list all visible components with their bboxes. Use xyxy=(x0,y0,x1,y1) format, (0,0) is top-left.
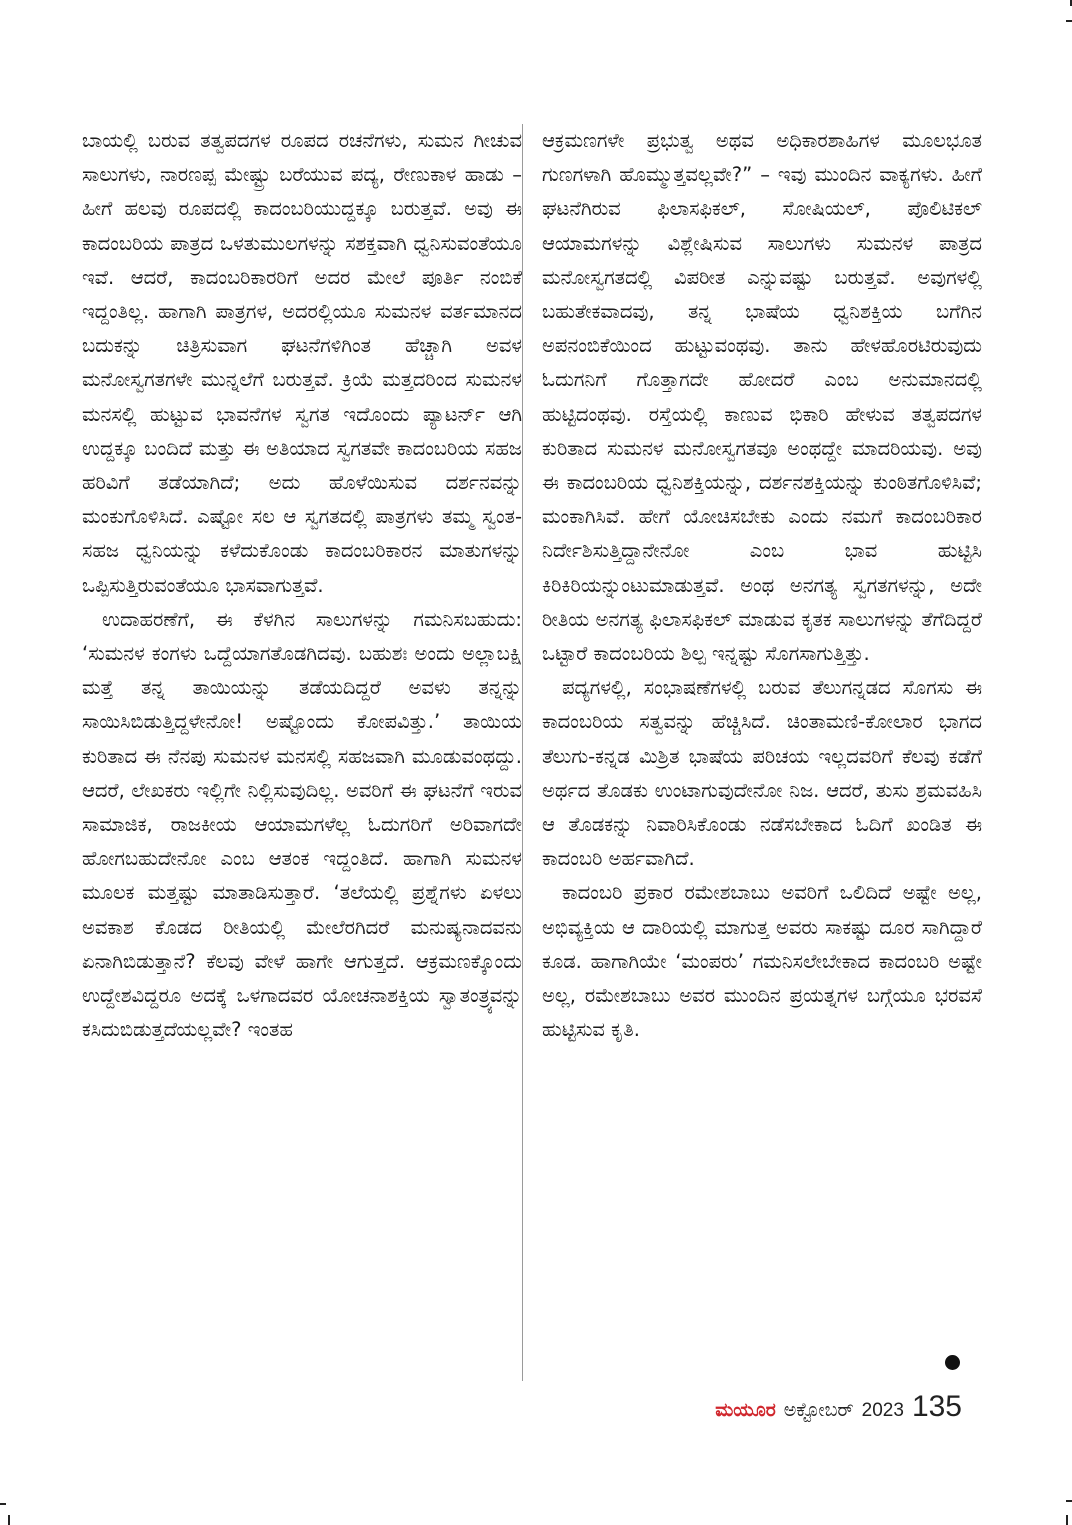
article-left-column xyxy=(82,124,522,1047)
column-divider xyxy=(522,124,523,1381)
issue-month: ಅಕ್ಟೋಬರ್ xyxy=(783,1399,854,1421)
crop-mark xyxy=(1066,1500,1072,1502)
article-paragraph: ಬಾಯಲ್ಲಿ ಬರುವ ತತ್ವಪದಗಳ ರೂಪದ ರಚನೆಗಳು, ಸುಮನ ಗೀಚುವ ಸಾಲುಗಳು, ನಾರಣಪ್ಪ ಮೇಷ್ಟ್ರು ಬರೆಯುವ ಪದ್ಯ, ರೇಣುಕಾಳ ಹಾಡು – ಹೀಗೆ ಹಲವು ರೂಪದಲ್ಲಿ ಕಾದಂಬರಿಯುದ್ದಕ್ಕೂ ಬರುತ್ತವೆ. ಅವು ಈ ಕಾದಂಬರಿಯ ಪಾತ್ರದ ಒಳತುಮುಲಗಳನ್ನು ಸಶಕ್ತವಾಗಿ ಧ್ವನಿಸುವಂತೆಯೂ ಇವೆ. ಆದರೆ, ಕಾದಂಬರಿಕಾರರಿಗೆ ಅದರ ಮೇಲೆ ಪೂರ್ತಿ ನಂಬಿಕೆ ಇದ್ದಂತಿಲ್ಲ. ಹಾಗಾಗಿ ಪಾತ್ರಗಳ, ಅದರಲ್ಲಿಯೂ ಸುಮನಳ ವರ್ತಮಾನದ ಬದುಕನ್ನು ಚಿತ್ರಿಸುವಾಗ ಘಟನೆಗಳಿಗಿಂತ ಹೆಚ್ಚಾಗಿ ಅವಳ ಮನೋಸ್ವಗತಗಳೇ ಮುನ್ನಲೆಗೆ ಬರುತ್ತವೆ. ಕ್ರಿಯೆ ಮತ್ತದರಿಂದ ಸುಮನಳ ಮನಸಲ್ಲಿ ಹುಟ್ಟುವ ಭಾವನೆಗಳ ಸ್ವಗತ ಇದೊಂದು ಪ್ಯಾಟರ್ನ್ ಆಗಿ ಉದ್ದಕ್ಕೂ ಬಂದಿದೆ ಮತ್ತು ಈ ಅತಿಯಾದ ಸ್ವಗತವೇ ಕಾದಂಬರಿಯ ಸಹಜ ಹರಿವಿಗೆ ತಡೆಯಾಗಿದೆ; ಅದು ಹೊಳೆಯಿಸುವ ದರ್ಶನವನ್ನು ಮಂಕುಗೊಳಿಸಿದೆ. ಎಷ್ಟೋ ಸಲ ಆ ಸ್ವಗತದಲ್ಲಿ ಪಾತ್ರಗಳು ತಮ್ಮ ಸ್ವಂತ-ಸಹಜ ಧ್ವನಿಯನ್ನು ಕಳೆದುಕೊಂಡು ಕಾದಂಬರಿಕಾರನ ಮಾತುಗಳನ್ನು ಒಪ್ಪಿಸುತ್ತಿರುವಂತೆಯೂ ಭಾಸವಾಗುತ್ತವೆ. xyxy=(82,129,522,597)
crop-mark xyxy=(1066,1515,1068,1525)
page-footer xyxy=(715,1390,962,1424)
end-of-article-bullet xyxy=(945,1355,960,1370)
magazine-name: ಮಯೂರ xyxy=(715,1399,776,1421)
article-paragraph: ಆಕ್ರಮಣಗಳೇ ಪ್ರಭುತ್ವ ಅಥವ ಅಧಿಕಾರಶಾಹಿಗಳ ಮೂಲಭೂತ ಗುಣಗಳಾಗಿ ಹೊಮ್ಮುತ್ತವಲ್ಲವೇ?” – ಇವು ಮುಂದಿನ ವಾಕ್ಯಗಳು. ಹೀಗೆ ಘಟನೆಗಿರುವ ಫಿಲಾಸಫಿಕಲ್, ಸೋಷಿಯಲ್, ಪೊಲಿಟಿಕಲ್ ಆಯಾಮಗಳನ್ನು ವಿಶ್ಲೇಷಿಸುವ ಸಾಲುಗಳು ಸುಮನಳ ಪಾತ್ರದ ಮನೋಸ್ವಗತದಲ್ಲಿ ವಿಪರೀತ ಎನ್ನುವಷ್ಟು ಬರುತ್ತವೆ. ಅವುಗಳಲ್ಲಿ ಬಹುತೇಕವಾದವು, ತನ್ನ ಭಾಷೆಯ ಧ್ವನಿಶಕ್ತಿಯ ಬಗೆಗಿನ ಅಪನಂಬಿಕೆಯಿಂದ ಹುಟ್ಟುವಂಥವು. ತಾನು ಹೇಳಹೊರಟಿರುವುದು ಓದುಗನಿಗೆ ಗೊತ್ತಾಗದೇ ಹೋದರೆ ಎಂಬ ಅನುಮಾನದಲ್ಲಿ ಹುಟ್ಟಿದಂಥವು. ರಸ್ತೆಯಲ್ಲಿ ಕಾಣುವ ಭಿಕಾರಿ ಹೇಳುವ ತತ್ವಪದಗಳ ಕುರಿತಾದ ಸುಮನಳ ಮನೋಸ್ವಗತವೂ ಅಂಥದ್ದೇ ಮಾದರಿಯವು. ಅವು ಈ ಕಾದಂಬರಿಯ ಧ್ವನಿಶಕ್ತಿಯನ್ನು, ದರ್ಶನಶಕ್ತಿಯನ್ನು ಕುಂಠಿತಗೊಳಿಸಿವೆ; ಮಂಕಾಗಿಸಿವೆ. ಹೇಗೆ ಯೋಚಿಸಬೇಕು ಎಂದು ನಮಗೆ ಕಾದಂಬರಿಕಾರ ನಿರ್ದೇಶಿಸುತ್ತಿದ್ದಾನೇನೋ ಎಂಬ ಭಾವ ಹುಟ್ಟಿಸಿ ಕಿರಿಕಿರಿಯನ್ನುಂಟುಮಾಡುತ್ತವೆ. ಅಂಥ ಅನಗತ್ಯ ಸ್ವಗತಗಳನ್ನು, ಅದೇ ರೀತಿಯ ಅನಗತ್ಯ ಫಿಲಾಸಫಿಕಲ್ ಮಾಡುವ ಕೃತಕ ಸಾಲುಗಳನ್ನು ತೆಗೆದಿದ್ದರೆ ಒಟ್ಟಾರೆ ಕಾದಂಬರಿಯ ಶಿಲ್ಪ ಇನ್ನಷ್ಟು ಸೊಗಸಾಗುತ್ತಿತ್ತು. xyxy=(542,129,982,666)
page-number: 135 xyxy=(911,1390,962,1423)
article-paragraph: ಉದಾಹರಣೆಗೆ, ಈ ಕೆಳಗಿನ ಸಾಲುಗಳನ್ನು ಗಮನಿಸಬಹುದು: ‘ಸುಮನಳ ಕಂಗಳು ಒದ್ದೆಯಾಗತೊಡಗಿದವು. ಬಹುಶಃ ಅಂದು ಅಲ್ಲಾಬಕ್ಷಿ ಮತ್ತೆ ತನ್ನ ತಾಯಿಯನ್ನು ತಡೆಯದಿದ್ದರೆ ಅವಳು ತನ್ನನ್ನು ಸಾಯಿಸಿಬಿಡುತ್ತಿದ್ದಳೇನೋ! ಅಷ್ಟೊಂದು ಕೋಪವಿತ್ತು.’ ತಾಯಿಯ ಕುರಿತಾದ ಈ ನೆನಪು ಸುಮನಳ ಮನಸಲ್ಲಿ ಸಹಜವಾಗಿ ಮೂಡುವಂಥದ್ದು. ಆದರೆ, ಲೇಖಕರು ಇಲ್ಲಿಗೇ ನಿಲ್ಲಿಸುವುದಿಲ್ಲ. ಅವರಿಗೆ ಈ ಘಟನೆಗೆ ಇರುವ ಸಾಮಾಜಿಕ, ರಾಜಕೀಯ ಆಯಾಮಗಳೆಲ್ಲ ಓದುಗರಿಗೆ ಅರಿವಾಗದೇ ಹೋಗಬಹುದೇನೋ ಎಂಬ ಆತಂಕ ಇದ್ದಂತಿದೆ. ಹಾಗಾಗಿ ಸುಮನಳ ಮೂಲಕ ಮತ್ತಷ್ಟು ಮಾತಾಡಿಸುತ್ತಾರೆ. ‘ತಲೆಯಲ್ಲಿ ಪ್ರಶ್ನೆಗಳು ಏಳಲು ಅವಕಾಶ ಕೊಡದ ರೀತಿಯಲ್ಲಿ ಮೇಲೆರಗಿದರೆ ಮನುಷ್ಯನಾದವನು ಏನಾಗಿಬಿಡುತ್ತಾನೆ? ಕೆಲವು ವೇಳೆ ಹಾಗೇ ಆಗುತ್ತದೆ. ಆಕ್ರಮಣಕ್ಕೊಂದು ಉದ್ದೇಶವಿದ್ದರೂ ಅದಕ್ಕೆ ಒಳಗಾದವರ ಯೋಚನಾಶಕ್ತಿಯ ಸ್ವಾತಂತ್ರ್ಯವನ್ನು ಕಸಿದುಬಿಡುತ್ತದೆಯಲ್ಲವೇ? ಇಂತಹ xyxy=(82,607,522,1042)
article-paragraph: ಕಾದಂಬರಿ ಪ್ರಕಾರ ರಮೇಶಬಾಬು ಅವರಿಗೆ ಒಲಿದಿದೆ ಅಷ್ಟೇ ಅಲ್ಲ, ಅಭಿವ್ಯಕ್ತಿಯ ಆ ದಾರಿಯಲ್ಲಿ ಮಾಗುತ್ತ ಅವರು ಸಾಕಷ್ಟು ದೂರ ಸಾಗಿದ್ದಾರೆ ಕೂಡ. ಹಾಗಾಗಿಯೇ ‘ಮಂಪರು’ ಗಮನಿಸಲೇಬೇಕಾದ ಕಾದಂಬರಿ ಅಷ್ಟೇ ಅಲ್ಲ, ರಮೇಶಬಾಬು ಅವರ ಮುಂದಿನ ಪ್ರಯತ್ನಗಳ ಬಗ್ಗೆಯೂ ಭರವಸೆ ಹುಟ್ಟಿಸುವ ಕೃತಿ. xyxy=(542,881,982,1042)
issue-year: 2023 xyxy=(861,1400,904,1421)
crop-mark xyxy=(8,1515,10,1525)
article-paragraph: ಪದ್ಯಗಳಲ್ಲಿ, ಸಂಭಾಷಣೆಗಳಲ್ಲಿ ಬರುವ ತೆಲುಗನ್ನಡದ ಸೊಗಸು ಈ ಕಾದಂಬರಿಯ ಸತ್ವವನ್ನು ಹೆಚ್ಚಿಸಿದೆ. ಚಿಂತಾಮಣಿ-ಕೋಲಾರ ಭಾಗದ ತೆಲುಗು-ಕನ್ನಡ ಮಿಶ್ರಿತ ಭಾಷೆಯ ಪರಿಚಯ ಇಲ್ಲದವರಿಗೆ ಕೆಲವು ಕಡೆಗೆ ಅರ್ಥದ ತೊಡಕು ಉಂಟಾಗುವುದೇನೋ ನಿಜ. ಆದರೆ, ತುಸು ಶ್ರಮವಹಿಸಿ ಆ ತೊಡಕನ್ನು ನಿವಾರಿಸಿಕೊಂಡು ನಡೆಸಬೇಕಾದ ಓದಿಗೆ ಖಂಡಿತ ಈ ಕಾದಂಬರಿ ಅರ್ಹವಾಗಿದೆ. xyxy=(542,676,982,871)
crop-mark xyxy=(0,1503,6,1505)
crop-mark xyxy=(1066,20,1072,22)
article-right-column xyxy=(542,124,982,1047)
